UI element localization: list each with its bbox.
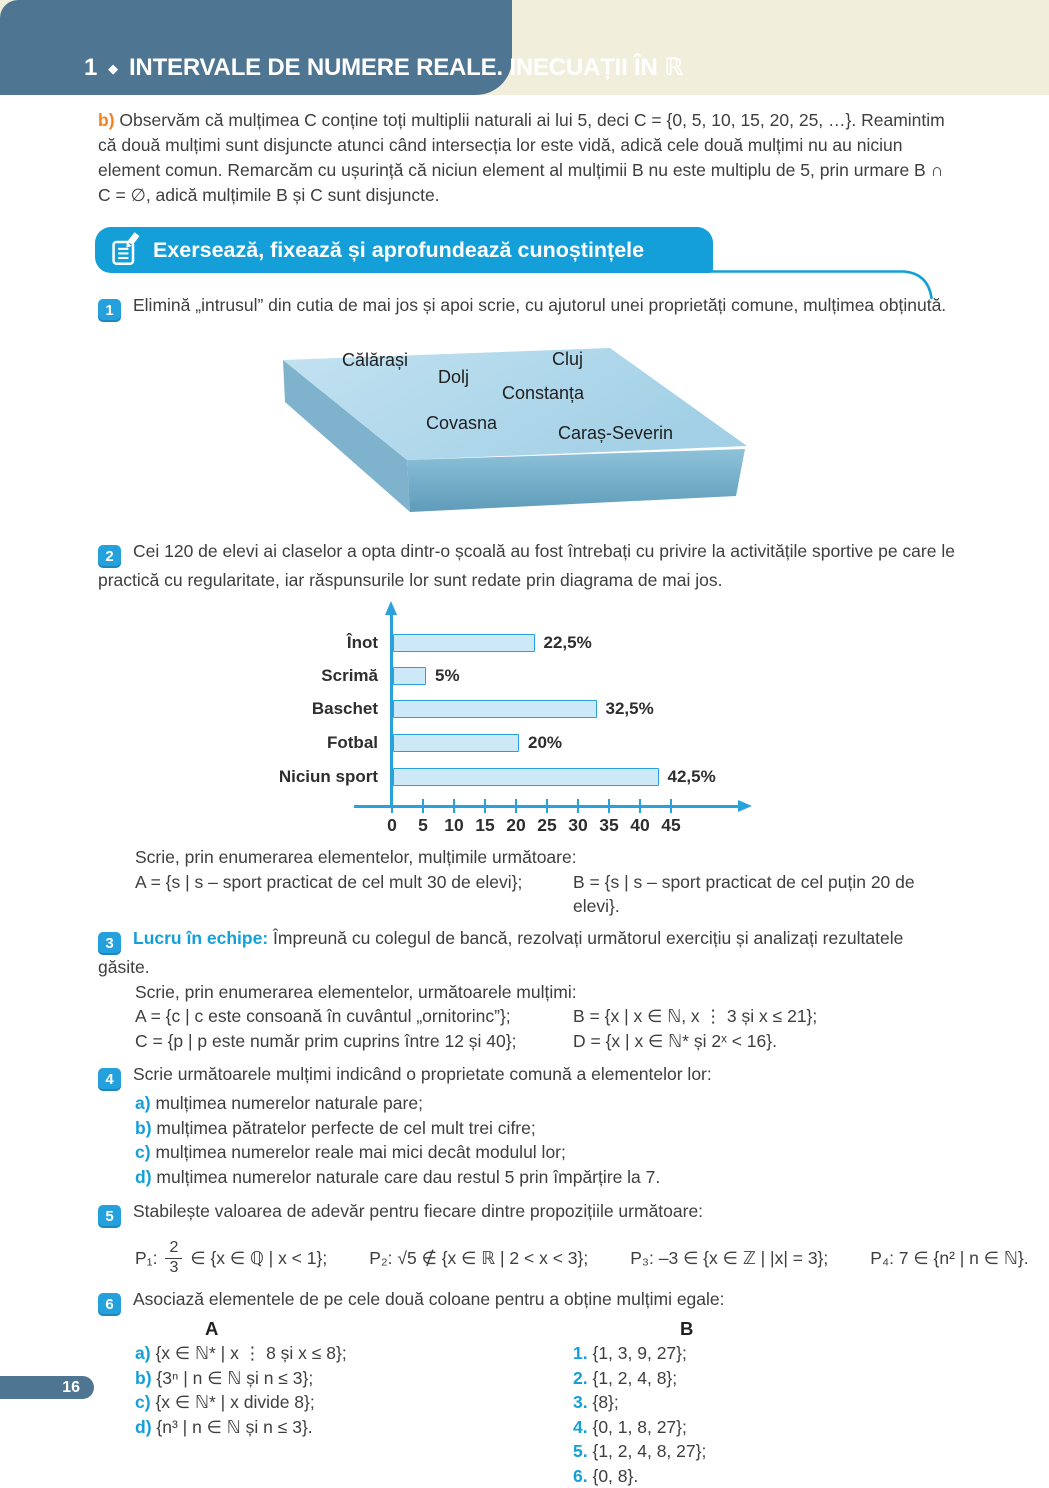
set-c-definition: C = {p | p este număr prim cuprins între 12 și 40}; xyxy=(135,1029,573,1054)
p1-label: P₁: xyxy=(135,1248,157,1269)
chapter-title-line xyxy=(84,53,683,82)
chapter-header-strip xyxy=(0,0,1049,95)
item-text: mulțimea numerelor reale mai mici decât modulul lor; xyxy=(155,1142,565,1162)
notepad-pencil-icon xyxy=(109,234,141,266)
exercise-6-text: Asociază elementele de pe cele două coloane pentru a obține mulțimi egale: xyxy=(133,1289,725,1309)
exercise-6-column-a xyxy=(135,1341,573,1488)
chart-tick-label: 0 xyxy=(370,815,414,836)
banner-tail-curve xyxy=(696,268,946,304)
solution-paragraph-b xyxy=(98,108,958,208)
match-item: a) {x ∈ ℕ* | x ⋮ 8 și x ≤ 8}; xyxy=(135,1341,573,1366)
item-letter: a) xyxy=(135,1093,151,1113)
exercise-3-sets-row-1 xyxy=(135,1004,958,1029)
exercise-4-text: Scrie următoarele mulțimi indicând o proprietate comună a elementelor lor: xyxy=(133,1064,712,1084)
page-number-pill xyxy=(0,1376,94,1399)
set-a-definition: A = {s | s – sport practicat de cel mult 30 de elevi}; xyxy=(135,870,573,919)
exercise-4-item-a xyxy=(135,1091,958,1116)
match-item: 6. {0, 8}. xyxy=(573,1464,958,1488)
column-b-header: B xyxy=(573,1318,693,1340)
item-letter: b) xyxy=(135,1118,152,1138)
page-content xyxy=(0,108,1049,1488)
exercise-5-propositions xyxy=(135,1235,958,1281)
exercise-3-subtitle: Scrie, prin enumerarea elementelor, următoarele mulțimi: xyxy=(135,980,958,1005)
proposition-2: P₂: √5 ∉ {x ∈ ℝ | 2 < x < 3}; xyxy=(369,1248,588,1269)
section-banner-row xyxy=(98,227,958,273)
diamond-icon: ◆ xyxy=(108,61,118,77)
item-letter-b: b) xyxy=(98,110,115,130)
p1-rest: ∈ {x ∈ ℚ | x < 1}; xyxy=(190,1248,327,1269)
chart-axis-tick xyxy=(484,799,486,813)
exercise-2-sets xyxy=(135,870,958,919)
chapter-header-band xyxy=(0,0,512,95)
set-a-definition: A = {c | c este consoană în cuvântul „ornitorinc”}; xyxy=(135,1004,573,1029)
x-axis-arrow xyxy=(738,800,752,812)
exercise-6 xyxy=(98,1287,958,1316)
match-item: 2. {1, 2, 4, 8}; xyxy=(573,1366,958,1391)
exercise-5-number-badge: 5 xyxy=(98,1205,121,1228)
exercise-4-item-c xyxy=(135,1140,958,1165)
exercise-2-number-badge: 2 xyxy=(98,545,121,568)
exercise-2 xyxy=(98,539,958,593)
chart-tick-label: 10 xyxy=(432,815,476,836)
exercise-5-text: Stabilește valoarea de adevăr pentru fiecare dintre propozițiile următoare: xyxy=(133,1201,703,1221)
section-banner-title: Exersează, fixează și aprofundează cunoștințele xyxy=(153,238,644,263)
chart-tick-label: 15 xyxy=(463,815,507,836)
chart-tick-label: 40 xyxy=(618,815,662,836)
box-3d-shape xyxy=(280,346,752,522)
chart-axis-tick xyxy=(670,799,672,813)
proposition-3: P₃: –3 ∈ {x ∈ ℤ | |x| = 3}; xyxy=(630,1248,828,1269)
item-letter: c) xyxy=(135,1142,151,1162)
chart-bar xyxy=(393,768,659,786)
exercise-6-columns xyxy=(135,1341,958,1488)
chart-axis-tick xyxy=(422,799,424,813)
chart-bar xyxy=(393,700,597,718)
exercise-3-sets-row-2 xyxy=(135,1029,958,1054)
match-item: 5. {1, 2, 4, 8, 27}; xyxy=(573,1439,958,1464)
exercise-3-number-badge: 3 xyxy=(98,932,121,955)
chart-tick-label: 5 xyxy=(401,815,445,836)
chart-tick-label: 35 xyxy=(587,815,631,836)
exercise-1-number-badge: 1 xyxy=(98,299,121,322)
chart-value-label: 5% xyxy=(435,666,460,686)
set-d-definition: D = {x | x ∈ ℕ* și 2ˣ < 16}. xyxy=(573,1029,958,1054)
match-item: 3. {8}; xyxy=(573,1390,958,1415)
chart-category-label: Fotbal xyxy=(192,733,378,753)
chart-value-label: 32,5% xyxy=(606,699,654,719)
match-item: 1. {1, 3, 9, 27}; xyxy=(573,1341,958,1366)
item-text: mulțimea numerelor naturale pare; xyxy=(155,1093,423,1113)
exercise-6-number-badge: 6 xyxy=(98,1293,121,1316)
chart-axis-tick xyxy=(639,799,641,813)
exercise-1-text: Elimină „intrusul” din cutia de mai jos și apoi scrie, cu ajutorul unei proprietăți comune, mulțimea obținută. xyxy=(133,295,946,315)
match-item: 4. {0, 1, 8, 27}; xyxy=(573,1415,958,1440)
chart-value-label: 42,5% xyxy=(668,767,716,787)
chart-axis-tick xyxy=(608,799,610,813)
solution-text: Observăm că mulțimea C conține toți multiplii naturali ai lui 5, deci C = {0, 5, 10, 15, 20, 25, …}. Reamintim că două mulțimi sunt disjuncte atunci când intersecția lor este vidă, adică cele două mulțimi nu au niciun element comun. Remarcăm cu ușurință că niciun element al mulțimii B nu este multiplu de 5, prin urmare B ∩ C = ∅, adică mulțimile B și C sunt disjuncte. xyxy=(98,110,945,205)
sports-bar-chart xyxy=(192,601,812,843)
exercise-4-number-badge: 4 xyxy=(98,1068,121,1091)
item-text: mulțimea pătratelor perfecte de cel mult trei cifre; xyxy=(156,1118,535,1138)
chart-value-label: 22,5% xyxy=(544,633,592,653)
chart-value-label: 20% xyxy=(528,733,562,753)
exercise-3-text: Împreună cu colegul de bancă, rezolvați următorul exercițiu și analizați rezultatele găsite. xyxy=(98,928,903,977)
page-number: 16 xyxy=(62,1379,80,1397)
match-item: b) {3ⁿ | n ∈ ℕ și n ≤ 3}; xyxy=(135,1366,573,1391)
item-letter: d) xyxy=(135,1167,152,1187)
county-label: Caraș-Severin xyxy=(558,423,673,444)
match-item: d) {n³ | n ∈ ℕ și n ≤ 3}. xyxy=(135,1415,573,1440)
exercise-4-item-d xyxy=(135,1165,958,1190)
chart-tick-label: 45 xyxy=(649,815,693,836)
y-axis-arrow xyxy=(385,601,397,615)
chart-category-label: Baschet xyxy=(192,699,378,719)
county-label: Covasna xyxy=(426,413,497,434)
chart-category-label: Scrimă xyxy=(192,666,378,686)
proposition-1 xyxy=(135,1239,327,1276)
proposition-4: P₄: 7 ∈ {n² | n ∈ ℕ}. xyxy=(870,1248,1028,1269)
chapter-title: INTERVALE DE NUMERE REALE. INECUAȚII ÎN ℝ xyxy=(129,53,683,82)
chart-tick-label: 25 xyxy=(525,815,569,836)
exercise-2-text: Cei 120 de elevi ai claselor a opta dintr-o școală au fost întrebați cu privire la activitățile sportive pe care le practică cu regularitate, iar răspunsurile lor sunt redate prin diagrama de mai jos. xyxy=(98,541,955,590)
exercise-3 xyxy=(98,926,958,980)
county-label: Cluj xyxy=(552,349,583,370)
column-a-header: A xyxy=(135,1318,573,1340)
chart-bar xyxy=(393,734,519,752)
county-label: Constanța xyxy=(502,383,584,404)
chart-axis-tick xyxy=(577,799,579,813)
exercise-5 xyxy=(98,1199,958,1228)
chart-category-label: Niciun sport xyxy=(192,767,378,787)
chart-category-label: Înot xyxy=(192,633,378,653)
chart-tick-label: 20 xyxy=(494,815,538,836)
chapter-number: 1 xyxy=(84,54,97,82)
chart-axis-tick xyxy=(515,799,517,813)
fraction-two-thirds: $\frac{2}{3}$ xyxy=(165,1239,182,1276)
exercise-2-followup: Scrie, prin enumerarea elementelor, mulțimile următoare: xyxy=(135,845,958,870)
exercise-6-column-headers xyxy=(135,1318,958,1340)
chart-axis-tick xyxy=(391,799,393,813)
exercise-4-item-b xyxy=(135,1116,958,1141)
chart-axis-tick xyxy=(453,799,455,813)
teamwork-label: Lucru în echipe: xyxy=(133,928,268,948)
set-b-definition: B = {x | x ∈ ℕ, x ⋮ 3 și x ≤ 21}; xyxy=(573,1004,958,1029)
set-b-definition: B = {s | s – sport practicat de cel puțin 20 de elevi}. xyxy=(573,870,958,919)
chart-bar xyxy=(393,667,426,685)
item-text: mulțimea numerelor naturale care dau restul 5 prin împărțire la 7. xyxy=(156,1167,660,1187)
chart-bar xyxy=(393,634,535,652)
exercise-6-column-b xyxy=(573,1341,958,1488)
exercise-4 xyxy=(98,1062,958,1091)
match-item: c) {x ∈ ℕ* | x divide 8}; xyxy=(135,1390,573,1415)
county-label: Dolj xyxy=(438,367,469,388)
counties-box xyxy=(280,346,752,522)
county-label: Călărași xyxy=(342,350,408,371)
chart-tick-label: 30 xyxy=(556,815,600,836)
chart-axis-tick xyxy=(546,799,548,813)
section-banner xyxy=(95,227,713,273)
